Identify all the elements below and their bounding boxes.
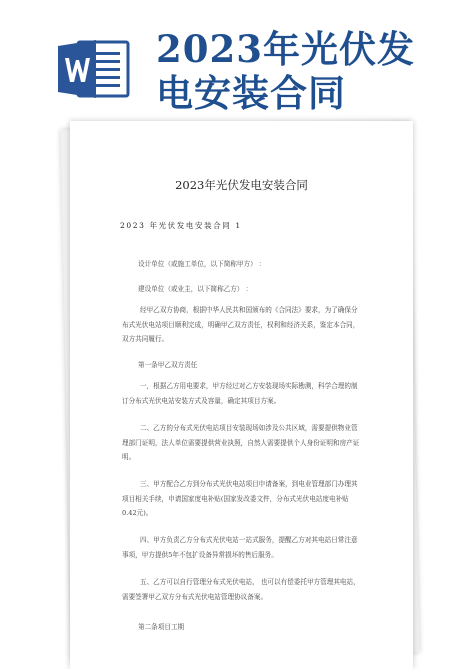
clause-2: 二、乙方的分布式光伏电站项目安装现场如涉及公共区域，需要提供物业管理部门证明，法人单位需要提供营业执照，自然人需要提供个人身份证明和房产证明。	[122, 424, 360, 461]
article-1-heading: 第一条甲乙双方责任	[138, 361, 198, 369]
clause-3: 三、甲方配合乙方到分布式光伏电站项目申请备案，到电业管理部门办理其项目相关手续，申请国家度电补贴(国家发改委文件，分布式光伏电站度电补贴0.42元)。	[122, 480, 358, 517]
document-title: 2023年光伏发电安装合同	[175, 178, 308, 192]
document-page	[70, 121, 413, 669]
cover-title: 2023年光伏发 电安装合同	[156, 27, 415, 115]
party-a-line: 设计单位（或施工单位，以下简称甲方） ：	[138, 260, 266, 268]
document-subtitle: 2023 年光伏发电安装合同 1	[120, 221, 242, 230]
clause-5: 五、乙方可以自行管理分布式光伏电站， 也可以有偿委托甲方管理其电站，需要签署甲乙双方分布式光伏电站管理协议备案。	[122, 578, 360, 601]
cover-header	[0, 0, 474, 115]
clause-4: 四、甲方负责乙方分布式光伏电站一站式服务，提醒乙方对其电站日常注意事项，甲方提供5年不包扩设备异常损坏的售后服务。	[122, 536, 358, 559]
intro-paragraph: 经甲乙双方协商，根据中华人民共和国颁布的《合同法》要求，为了确保分布式光伏电站项目顺利完成，明确甲乙双方责任，权利和经济关系，鉴定本合同，双方共同履行。	[122, 306, 360, 343]
clause-1: 一，根据乙方用电要求，甲方经过对乙方安装现场实际勘测，科学合理的制订分布式光伏电站安装方式及容量，确定其项目方案。	[122, 382, 358, 405]
article-2-heading: 第二条项目工期	[138, 623, 185, 631]
word-doc-icon	[56, 38, 130, 100]
party-b-line: 建设单位（或业主，以下简称乙方） ：	[138, 285, 253, 293]
